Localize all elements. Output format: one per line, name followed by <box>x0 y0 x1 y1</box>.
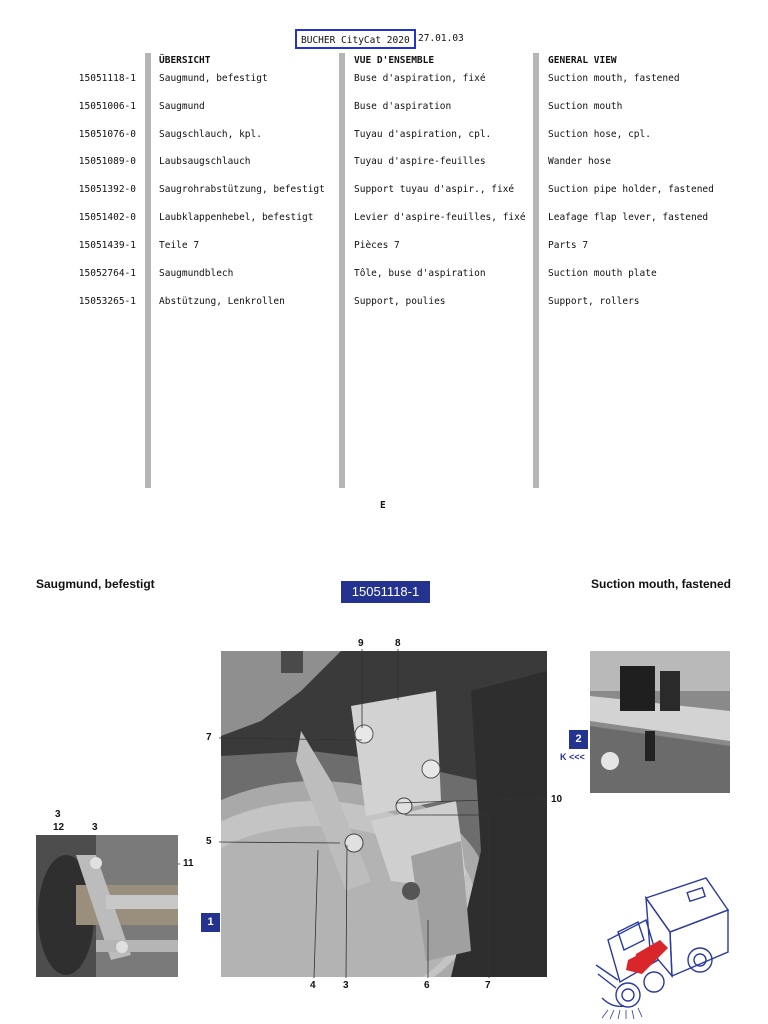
detail-title-de: Saugmund, befestigt <box>36 577 155 591</box>
part-name-de: Teile 7 <box>159 240 200 251</box>
part-number[interactable]: 15053265-1 <box>78 296 136 307</box>
column-heading-en: GENERAL VIEW <box>548 55 617 66</box>
part-number[interactable]: 15052764-1 <box>78 268 136 279</box>
part-name-de: Saugmund, befestigt <box>159 73 268 84</box>
part-name-fr: Tuyau d'aspiration, cpl. <box>354 129 492 140</box>
part-name-de: Laubklappenhebel, befestigt <box>159 212 314 223</box>
part-name-en: Leafage flap lever, fastened <box>548 212 709 223</box>
part-name-en: Suction pipe holder, fastened <box>548 184 714 195</box>
column-heading-de: ÜBERSICHT <box>159 55 211 66</box>
callout-5: 5 <box>206 836 212 847</box>
document-date: 27.01.03 <box>418 33 464 44</box>
part-name-fr: Buse d'aspiration, fixé <box>354 73 486 84</box>
callout-3-main: 3 <box>343 980 349 991</box>
part-name-de: Saugrohrabstützung, befestigt <box>159 184 325 195</box>
callout-4: 4 <box>310 980 316 991</box>
position-marker-1[interactable]: 1 <box>201 913 220 932</box>
part-name-de: Saugschlauch, kpl. <box>159 129 262 140</box>
part-name-de: Laubsaugschlauch <box>159 156 251 167</box>
part-name-fr: Tôle, buse d'aspiration <box>354 268 486 279</box>
part-name-en: Parts 7 <box>548 240 589 251</box>
callout-7-upper: 7 <box>206 732 212 743</box>
callout-7-lower: 7 <box>485 980 491 991</box>
part-name-fr: Tuyau d'aspire-feuilles <box>354 156 486 167</box>
callout-8: 8 <box>395 638 401 649</box>
part-name-de: Saugmundblech <box>159 268 234 279</box>
part-name-fr: Support tuyau d'aspir., fixé <box>354 184 515 195</box>
part-number[interactable]: 15051392-0 <box>78 184 136 195</box>
position-marker-2[interactable]: 2 <box>569 730 588 749</box>
part-name-fr: Buse d'aspiration <box>354 101 452 112</box>
section-letter: E <box>380 500 386 511</box>
part-number-badge: 15051118-1 <box>341 581 430 603</box>
part-name-en: Support, rollers <box>548 296 640 307</box>
caster-support-photo <box>36 835 178 977</box>
part-name-en: Suction mouth plate <box>548 268 657 279</box>
part-number[interactable]: 15051402-0 <box>78 212 136 223</box>
reference-photo-graphic <box>590 651 730 793</box>
part-name-fr: Levier d'aspire-feuilles, fixé <box>354 212 526 223</box>
sweeper-vehicle-icon <box>588 870 736 1020</box>
part-number[interactable]: 15051118-1 <box>78 73 136 84</box>
part-name-en: Suction mouth <box>548 101 623 112</box>
part-number[interactable]: 15051439-1 <box>78 240 136 251</box>
reference-photo <box>590 651 730 793</box>
part-name-fr: Support, poulies <box>354 296 446 307</box>
callout-3-left-top: 3 <box>55 809 61 820</box>
callout-10: 10 <box>551 794 563 805</box>
callout-11: 11 <box>183 858 194 869</box>
part-name-de: Saugmund <box>159 101 205 112</box>
part-number[interactable]: 15051006-1 <box>78 101 136 112</box>
part-number[interactable]: 15051076-0 <box>78 129 136 140</box>
callout-9: 9 <box>358 638 364 649</box>
part-name-en: Suction mouth, fastened <box>548 73 680 84</box>
part-name-fr: Pièces 7 <box>354 240 400 251</box>
callout-12: 12 <box>53 822 65 833</box>
part-name-en: Suction hose, cpl. <box>548 129 651 140</box>
detail-title-en: Suction mouth, fastened <box>590 577 731 591</box>
document-title: BUCHER CityCat 2020 <box>295 29 416 49</box>
part-name-en: Wander hose <box>548 156 611 167</box>
caster-support-graphic <box>36 835 178 977</box>
back-link[interactable]: K <<< <box>560 752 585 762</box>
part-name-de: Abstützung, Lenkrollen <box>159 296 285 307</box>
column-heading-fr: VUE D'ENSEMBLE <box>354 55 435 66</box>
part-number[interactable]: 15051089-0 <box>78 156 136 167</box>
callout-6: 6 <box>424 980 430 991</box>
callout-3-left: 3 <box>92 822 98 833</box>
